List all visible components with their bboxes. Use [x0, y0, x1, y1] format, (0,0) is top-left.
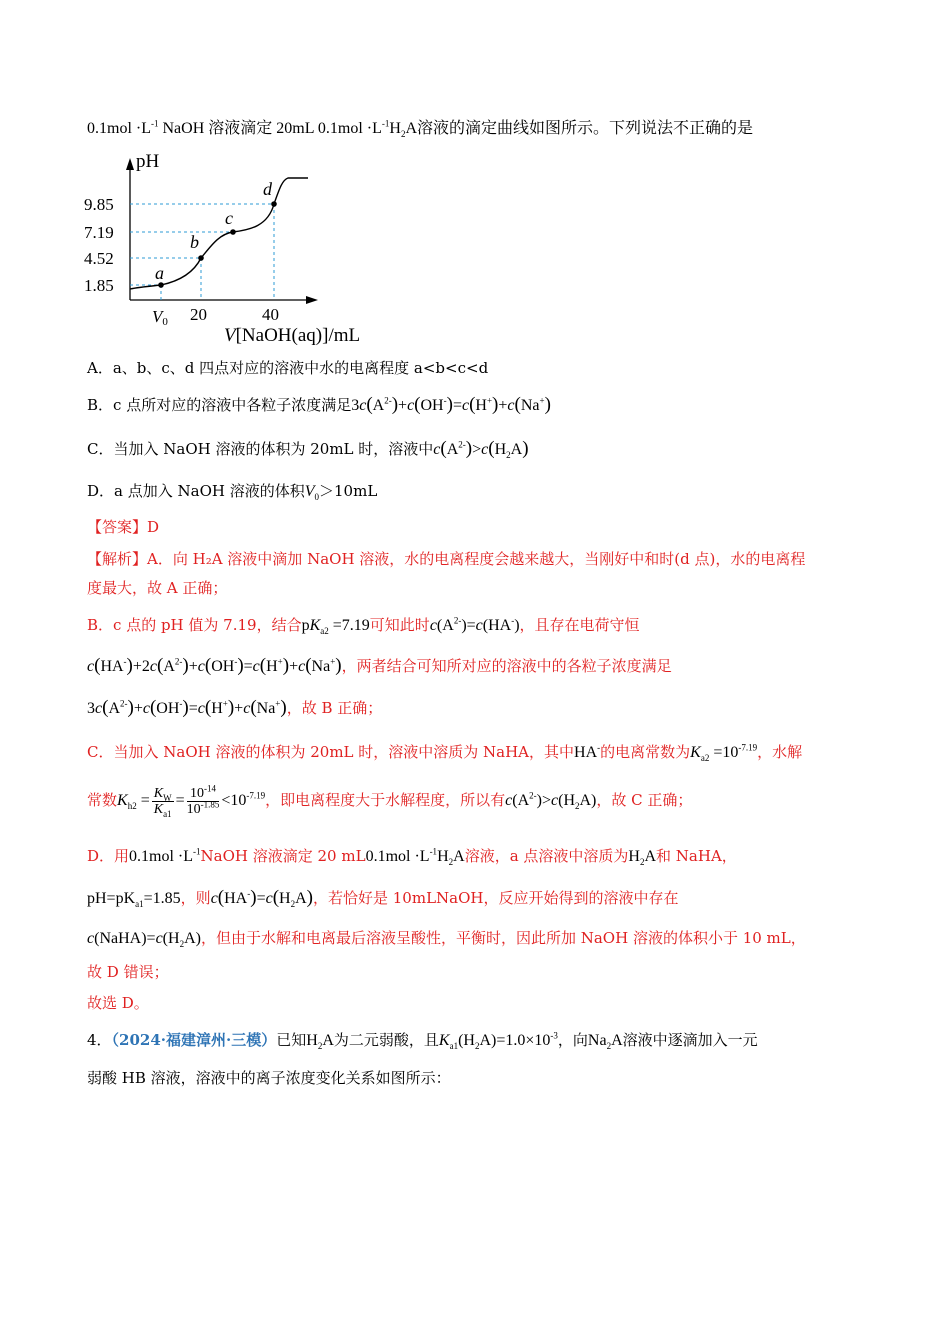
x-tick-label: 40	[262, 305, 279, 324]
data-point	[230, 229, 236, 235]
analysis-c-line1: C．当加入 NaOH 溶液的体积为 20mL 时，溶液中溶质为 NaHA，其中HA-的电离常数为$K_{a2} =10^{-7.19}$，水解	[87, 742, 803, 764]
question-stem: $0.1mol \cdot L^{-1}$ NaOH 溶液滴定 20mL $0.1mol \cdot L^{-1}H_2A$溶液的滴定曲线如图所示。下列说法不正确的是	[87, 118, 754, 140]
option-c: C．当加入 NaOH 溶液的体积为 20mL 时，溶液中$c(A^{2-})>c(H_2A)$	[87, 438, 529, 461]
analysis-c-line2: 常数$K_{h2}$ = $\frac{K_W}{K_{a1}}$ = $\frac{10^{-14}}{10^{-1.85}}$ $<10^{-7.19}$，即电离程度大于水解程度，所以有$c(A^{2-})>c(H_2A)$，故 C 正确；	[87, 783, 693, 819]
y-axis-label: pH	[136, 151, 160, 172]
analysis-a-line1: 【解析】A．向 H₂A 溶液中滴加 NaOH 溶液，水的电离程度会越来越大，当刚好中和时(d 点)，水的电离程	[87, 550, 806, 568]
analysis-d-line2: $pH=pK_{a1}=1.85$，则$c(HA^-)=c(H_2A)$，若恰好是 10mLNaOH，反应开始得到的溶液中存在	[87, 887, 679, 910]
analysis-conclusion: 故选 D。	[87, 994, 149, 1012]
option-b-equation: $3c(A^{2-})+c(OH^-)=c(H^+)+c(Na^+)$	[351, 394, 551, 415]
analysis-d-line4: 故 D 错误；	[87, 963, 169, 981]
analysis-b-line2: $c(HA^-)+2c(A^{2-})+c(OH^-)=c(H^+)+c(Na^+)$，两者结合可知所对应的溶液中的各粒子浓度满足	[87, 655, 672, 676]
option-b: B．c 点所对应的溶液中各粒子浓度满足$3c(A^{2-})+c(OH^-)=c(H^+)+c(Na^+)$	[87, 394, 551, 415]
y-tick-label: 7.19	[84, 223, 114, 242]
question-4-line2: 弱酸 HB 溶液，溶液中的离子浓度变化关系如图所示：	[87, 1069, 451, 1087]
data-point	[271, 201, 277, 207]
analysis-d-line3: $c(NaHA)=c(H_2A)$，但由于水解和电离最后溶液呈酸性，平衡时，因此所加 NaOH 溶液的体积小于 10 mL，	[87, 929, 806, 950]
analysis-d-line1: D．用$0.1mol \cdot L^{-1}NaOH$ 溶液滴定 20 $mL0.1mol \cdot L^{-1}H_2A$溶液，a 点溶液中溶质为$H_2A$和 NaHA，	[87, 846, 737, 868]
point-label: b	[190, 232, 199, 252]
point-label: a	[155, 263, 164, 283]
x-tick-label: V0	[152, 307, 168, 328]
data-point	[198, 255, 204, 261]
option-d: D．a 点加入 NaOH 溶液的体积$V_0>10mL$	[87, 482, 378, 503]
analysis-a-line2: 度最大，故 A 正确；	[87, 579, 228, 597]
x-axis-arrow	[306, 296, 318, 304]
option-a: A．a、b、c、d 四点对应的溶液中水的电离程度 a<b<c<d	[87, 359, 489, 377]
y-axis-arrow	[126, 158, 134, 170]
question-4-line1: 4．（2024·福建漳州·三模）已知$H_2A$为二元弱酸，且$K_{a1}(H_2A)=1.0\times 10^{-3}$，向$Na_2A$溶液中逐滴加入一元	[87, 1030, 758, 1052]
analysis-b-line1: B．c 点的 pH 值为 7.19，结合$pK_{a2} =7.19$可知此时$c(A^{2-})=c(HA^-)$，且存在电荷守恒	[87, 615, 640, 637]
titration-curve-chart	[78, 148, 368, 348]
analysis-b-line3: $3c(A^{2-})+c(OH^-)=c(H^+)+c(Na^+)$，故 B 正确；	[87, 697, 383, 718]
x-tick-label: 20	[190, 305, 207, 324]
y-tick-label: 4.52	[84, 249, 114, 268]
point-label: c	[225, 208, 233, 228]
y-tick-label: 1.85	[84, 276, 114, 295]
option-c-equation: $c(A^{2-})>c(H_2A)$	[433, 438, 529, 461]
data-point	[158, 282, 164, 288]
answer: 【答案】D	[87, 518, 160, 536]
point-label: d	[263, 179, 272, 199]
y-tick-label: 9.85	[84, 195, 114, 214]
x-axis-label: V[NaOH(aq)]/mL	[224, 325, 361, 346]
